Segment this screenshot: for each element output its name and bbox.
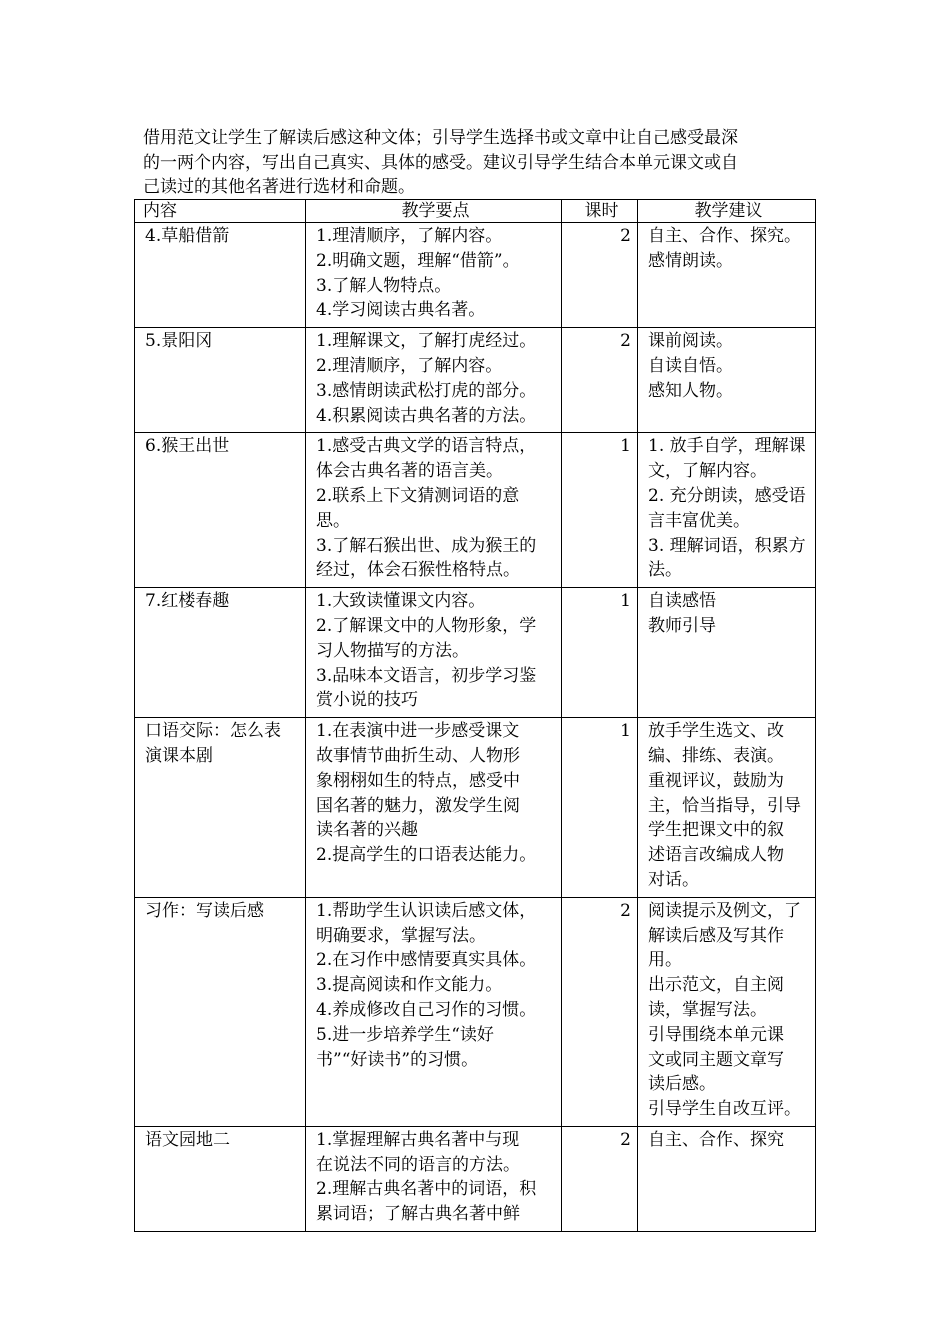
lesson-hours: 1 xyxy=(562,588,638,718)
teaching-plan-table xyxy=(134,199,816,1232)
point-line: 2.理清顺序，了解内容。 xyxy=(316,355,503,376)
suggestion-line: 引导学生自改互评。 xyxy=(648,1099,801,1120)
suggestion-line: 文，了解内容。 xyxy=(648,461,767,482)
lesson-hours: 1 xyxy=(562,718,638,898)
point-line: 4.学习阅读古典名著。 xyxy=(316,300,486,321)
point-line: 1.帮助学生认识读后感文体， xyxy=(316,900,537,921)
lesson-hours: 2 xyxy=(562,1126,638,1231)
lesson-hours: 2 xyxy=(562,328,638,433)
lesson-content: 5.景阳冈 xyxy=(135,328,306,433)
suggestion-line: 文或同主题文章写 xyxy=(648,1049,784,1070)
lesson-points xyxy=(306,433,562,588)
suggestion-line: 用。 xyxy=(648,950,682,971)
suggestion-line: 法。 xyxy=(648,560,682,581)
lesson-suggestions xyxy=(638,223,816,328)
lesson-content xyxy=(135,718,306,898)
lesson-suggestions xyxy=(638,1126,816,1231)
point-line: 2.提高学生的口语表达能力。 xyxy=(316,845,537,866)
suggestion-line: 主，恰当指导，引导 xyxy=(648,795,801,816)
suggestion-line: 感知人物。 xyxy=(648,380,733,401)
intro-line: 的一两个内容，写出自己真实、具体的感受。建议引导学生结合本单元课文或自 xyxy=(143,152,738,173)
suggestion-line: 教师引导 xyxy=(648,615,716,636)
suggestion-line: 解读后感及写其作 xyxy=(648,925,784,946)
suggestion-line: 言丰富优美。 xyxy=(648,510,750,531)
intro-line: 己读过的其他名著进行选材和命题。 xyxy=(143,177,415,197)
lesson-content: 语文园地二 xyxy=(135,1126,306,1231)
point-line: 1.大致读懂课文内容。 xyxy=(316,591,486,612)
lesson-hours: 1 xyxy=(562,433,638,588)
suggestion-line: 自主、合作、探究 xyxy=(648,1129,784,1150)
lesson-points xyxy=(306,718,562,898)
suggestion-line: 放手学生选文、改 xyxy=(648,721,784,742)
point-line: 3.品味本文语言，初步学习鉴 xyxy=(316,665,537,686)
point-line: 习人物描写的方法。 xyxy=(316,640,469,661)
intro-line: 借用范文让学生了解读后感这种文体；引导学生选择书或文章中让自己感受最深 xyxy=(143,128,738,148)
point-line: 经过，体会石猴性格特点。 xyxy=(316,560,520,581)
suggestion-line: 对话。 xyxy=(648,869,699,890)
point-line: 1.掌握理解古典名著中与现 xyxy=(316,1129,520,1150)
lesson-suggestions xyxy=(638,588,816,718)
header-content: 内容 xyxy=(135,200,306,223)
point-line: 赏小说的技巧 xyxy=(316,690,418,711)
table-row xyxy=(135,588,816,718)
suggestion-line: 述语言改编成人物 xyxy=(648,845,784,866)
point-line: 3.感情朗读武松打虎的部分。 xyxy=(316,380,537,401)
point-line: 书”“好读书”的习惯。 xyxy=(316,1049,479,1070)
point-line: 象栩栩如生的特点，感受中 xyxy=(316,770,520,791)
suggestion-line: 读，掌握写法。 xyxy=(648,999,767,1020)
lesson-suggestions xyxy=(638,433,816,588)
lesson-content: 习作：写读后感 xyxy=(135,897,306,1126)
point-line: 体会古典名著的语言美。 xyxy=(316,461,503,482)
suggestion-line: 阅读提示及例文，了 xyxy=(648,900,801,921)
lesson-content: 6.猴王出世 xyxy=(135,433,306,588)
suggestion-line: 自读自悟。 xyxy=(648,355,733,376)
suggestion-line: 出示范文，自主阅 xyxy=(648,975,784,996)
point-line: 1.在表演中进一步感受课文 xyxy=(316,721,520,742)
suggestion-line: 自主、合作、探究。 xyxy=(648,226,801,246)
suggestion-line: 学生把课文中的叙 xyxy=(648,820,784,841)
table-header-row xyxy=(135,200,816,223)
point-line: 2.在习作中感情要真实具体。 xyxy=(316,950,537,971)
point-line: 3.了解人物特点。 xyxy=(316,275,452,296)
suggestion-line: 2. 充分朗读，感受语 xyxy=(648,485,806,506)
header-suggestions: 教学建议 xyxy=(638,200,816,223)
point-line: 2.理解古典名著中的词语，积 xyxy=(316,1179,537,1200)
table-row xyxy=(135,223,816,328)
table-row xyxy=(135,897,816,1126)
suggestion-line: 课前阅读。 xyxy=(648,331,733,352)
point-line: 5.进一步培养学生“读好 xyxy=(316,1024,494,1045)
point-line: 累词语；了解古典名著中鲜 xyxy=(316,1204,520,1225)
header-points: 教学要点 xyxy=(306,200,562,223)
point-line: 思。 xyxy=(316,510,350,531)
point-line: 明确要求，掌握写法。 xyxy=(316,925,486,946)
intro-paragraph xyxy=(143,126,815,200)
point-line: 4.养成修改自己习作的习惯。 xyxy=(316,999,537,1020)
lesson-suggestions xyxy=(638,897,816,1126)
suggestion-line: 自读感悟 xyxy=(648,591,716,612)
point-line: 在说法不同的语言的方法。 xyxy=(316,1154,520,1175)
lesson-suggestions xyxy=(638,718,816,898)
lesson-hours: 2 xyxy=(562,897,638,1126)
lesson-hours: 2 xyxy=(562,223,638,328)
table-row xyxy=(135,433,816,588)
suggestion-line: 引导围绕本单元课 xyxy=(648,1024,784,1045)
content-line: 口语交际：怎么表 xyxy=(145,721,281,742)
lesson-points xyxy=(306,588,562,718)
point-line: 1.理解课文，了解打虎经过。 xyxy=(316,331,537,352)
suggestion-line: 3. 理解词语，积累方 xyxy=(648,535,806,556)
suggestion-line: 1. 放手自学，理解课 xyxy=(648,436,806,457)
point-line: 2.联系上下文猜测词语的意 xyxy=(316,485,520,506)
point-line: 2.明确文题，理解“借箭”。 xyxy=(316,250,520,271)
header-hours: 课时 xyxy=(562,200,638,223)
point-line: 1.感受古典文学的语言特点， xyxy=(316,436,537,457)
content-line: 演课本剧 xyxy=(145,745,213,766)
suggestion-line: 读后感。 xyxy=(648,1074,716,1095)
lesson-points xyxy=(306,1126,562,1231)
suggestion-line: 编、排练、表演。 xyxy=(648,745,784,766)
table-row xyxy=(135,1126,816,1231)
suggestion-line: 感情朗读。 xyxy=(648,250,733,271)
point-line: 读名著的兴趣 xyxy=(316,820,418,841)
lesson-content: 7.红楼春趣 xyxy=(135,588,306,718)
lesson-content: 4.草船借箭 xyxy=(135,223,306,328)
table-row xyxy=(135,718,816,898)
lesson-points xyxy=(306,223,562,328)
point-line: 2.了解课文中的人物形象，学 xyxy=(316,615,537,636)
table-row xyxy=(135,328,816,433)
point-line: 故事情节曲折生动、人物形 xyxy=(316,745,520,766)
lesson-points xyxy=(306,328,562,433)
point-line: 国名著的魅力，激发学生阅 xyxy=(316,795,520,816)
lesson-suggestions xyxy=(638,328,816,433)
point-line: 3.了解石猴出世、成为猴王的 xyxy=(316,535,537,556)
point-line: 1.理清顺序，了解内容。 xyxy=(316,226,503,246)
suggestion-line: 重视评议，鼓励为 xyxy=(648,770,784,791)
point-line: 4.积累阅读古典名著的方法。 xyxy=(316,405,537,426)
point-line: 3.提高阅读和作文能力。 xyxy=(316,975,503,996)
lesson-points xyxy=(306,897,562,1126)
